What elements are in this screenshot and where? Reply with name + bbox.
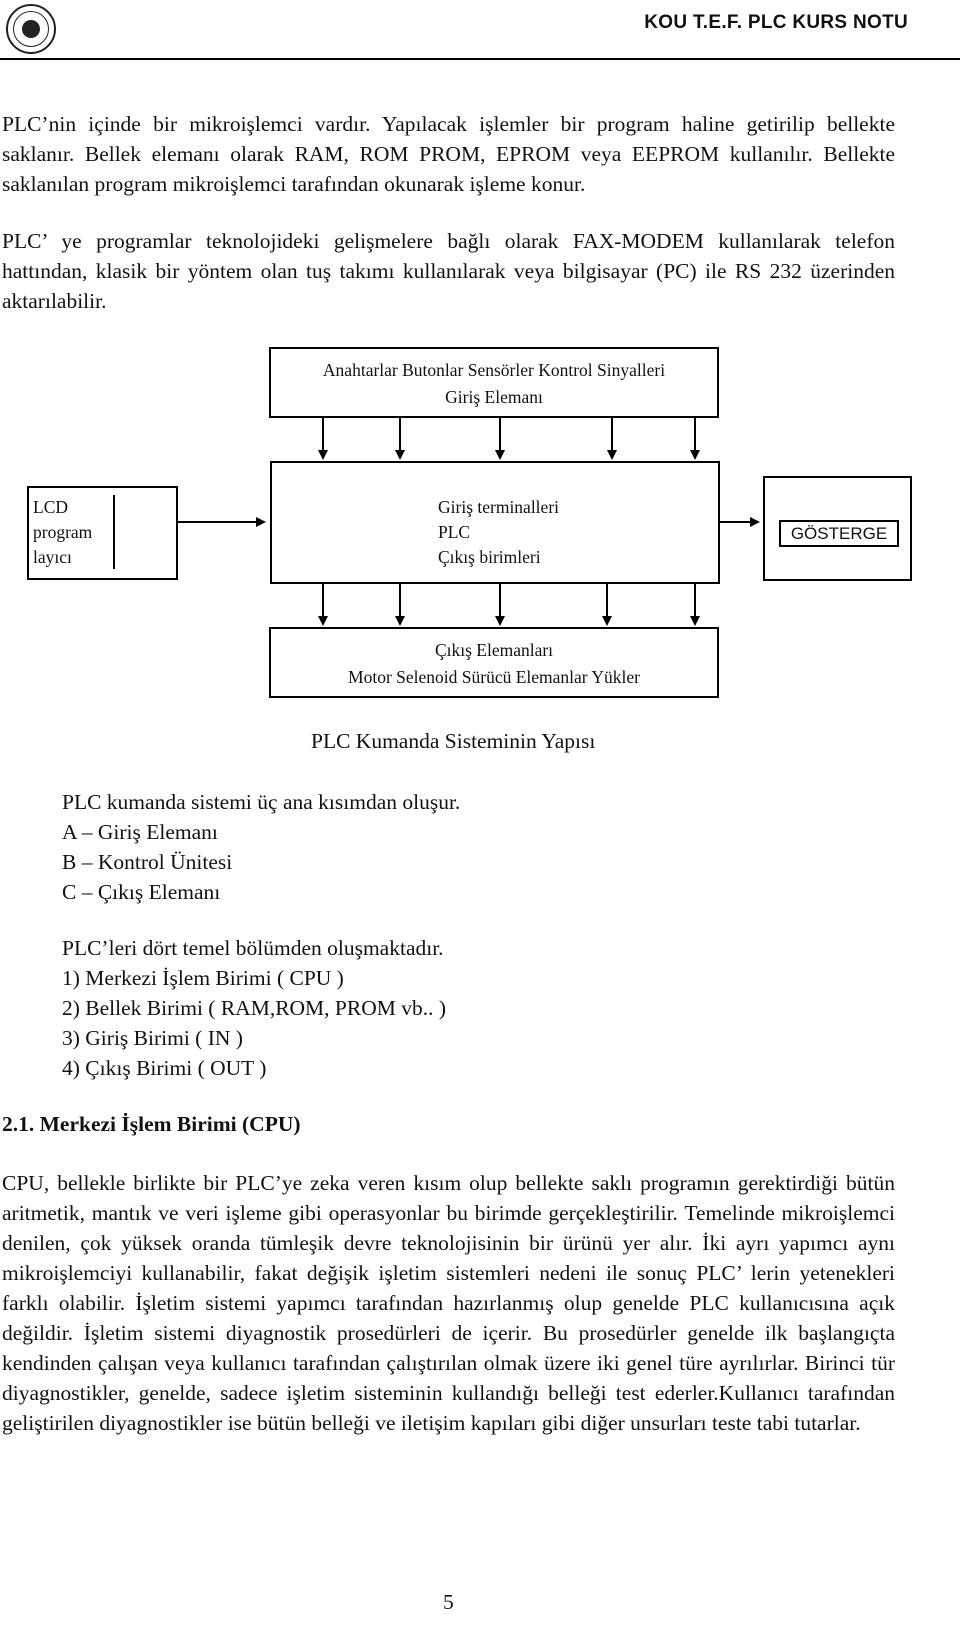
lcd-label-line1: LCD bbox=[33, 497, 68, 517]
lcd-label-line2: program bbox=[33, 522, 93, 542]
output-box-line2: Motor Selenoid Sürücü Elemanlar Yükler bbox=[348, 667, 640, 687]
list-item: A – Giriş Elemanı bbox=[62, 820, 218, 844]
plc-text-block bbox=[438, 495, 559, 570]
list-item: 3) Giriş Birimi ( IN ) bbox=[62, 1026, 243, 1050]
diagram-caption: PLC Kumanda Sisteminin Yapısı bbox=[311, 729, 596, 753]
plc-line-plc: PLC bbox=[438, 522, 471, 542]
section-heading-cpu: 2.1. Merkezi İşlem Birimi (CPU) bbox=[2, 1112, 301, 1136]
input-box-line2: Giriş Elemanı bbox=[445, 387, 543, 407]
sections-intro: PLC’leri dört temel bölümden oluşmaktadır. bbox=[62, 936, 444, 960]
list-item: 1) Merkezi İşlem Birimi ( CPU ) bbox=[62, 966, 344, 990]
plc-line-input-terminals: Giriş terminalleri bbox=[438, 497, 560, 517]
list-item: C – Çıkış Elemanı bbox=[62, 880, 221, 904]
output-elements-box bbox=[269, 627, 719, 698]
parts-intro: PLC kumanda sistemi üç ana kısımdan oluşur. bbox=[62, 790, 461, 814]
sections-list bbox=[62, 933, 446, 1083]
parts-list bbox=[62, 787, 460, 907]
display-label: GÖSTERGE bbox=[779, 520, 899, 547]
plc-control-unit-box bbox=[270, 461, 720, 584]
paragraph-intro: PLC’nin içinde bir mikroişlemci vardır. Yapılacak işlemler bir program haline getirilip bellekte saklanır. Bellek elemanı olarak RAM, ROM PROM, EPROM veya EEPROM kullanılır. Bellekte saklanılan program mikroişlemci tarafından okunarak işleme konur. bbox=[2, 112, 895, 196]
plc-line-output-units: Çıkış birimleri bbox=[438, 547, 541, 567]
page-number: 5 bbox=[443, 1590, 454, 1614]
header-title: KOU T.E.F. PLC KURS NOTU bbox=[644, 12, 908, 33]
input-elements-box bbox=[269, 347, 719, 418]
lcd-inner-panel bbox=[29, 495, 115, 569]
lcd-programmer-box bbox=[27, 486, 178, 580]
paragraph-programming: PLC’ ye programlar teknolojideki gelişmelere bağlı olarak FAX-MODEM kullanılarak telefon hattından, klasik bir yöntem olan tuş takımı kullanılarak veya bilgisayar (PC) ile RS 232 üzerinden aktarılabilir. bbox=[2, 229, 895, 313]
list-item: 4) Çıkış Birimi ( OUT ) bbox=[62, 1056, 267, 1080]
paragraph-cpu: CPU, bellekle birlikte bir PLC’ye zeka veren kısım olup bellekte saklı programın gerektirdiği bütün aritmetik, mantık ve veri işleme gibi operasyonlar bu birimde gerçekleştirilir. Temelinde mikroişlemci denilen, çok yüksek oranda tümleşik devre teknolojisinin bir ürünü yer alır. İki ayrı yapımcı aynı mikroişlemciyi kullanabilir, fakat değişik işletim sistemleri nedeni ile sonuç PLC’ lerin yetenekleri farklı olabilir. İşletim sistemi yapımcı tarafından hazırlanmış olup genelde PLC kullanıcısına açık değildir. İşletim sistemi diyagnostik prosedürleri de içerir. Bu prosedürler genelde ilk başlangıçta kendinden çalışan veya kullanıcı tarafından çalıştırılan olmak üzere iki genel türe ayrılırlar. Birinci tür diyagnostikler, genelde, sadece işletim sisteminin kullandığı belleği test ederler.Kullanıcı tarafından geliştirilen diyagnostikler ise bütün belleği ve iletişim kapıları gibi diğer unsurları teste tabi tutarlar. bbox=[2, 1171, 895, 1435]
output-box-line1: Çıkış Elemanları bbox=[434, 640, 554, 660]
input-box-line1: Anahtarlar Butonlar Sensörler Kontrol Sinyalleri bbox=[322, 360, 666, 380]
lcd-label-line3: layıcı bbox=[33, 547, 72, 567]
list-item: 2) Bellek Birimi ( RAM,ROM, PROM vb.. ) bbox=[62, 996, 447, 1020]
list-item: B – Kontrol Ünitesi bbox=[62, 850, 233, 874]
display-indicator-box bbox=[763, 476, 912, 581]
